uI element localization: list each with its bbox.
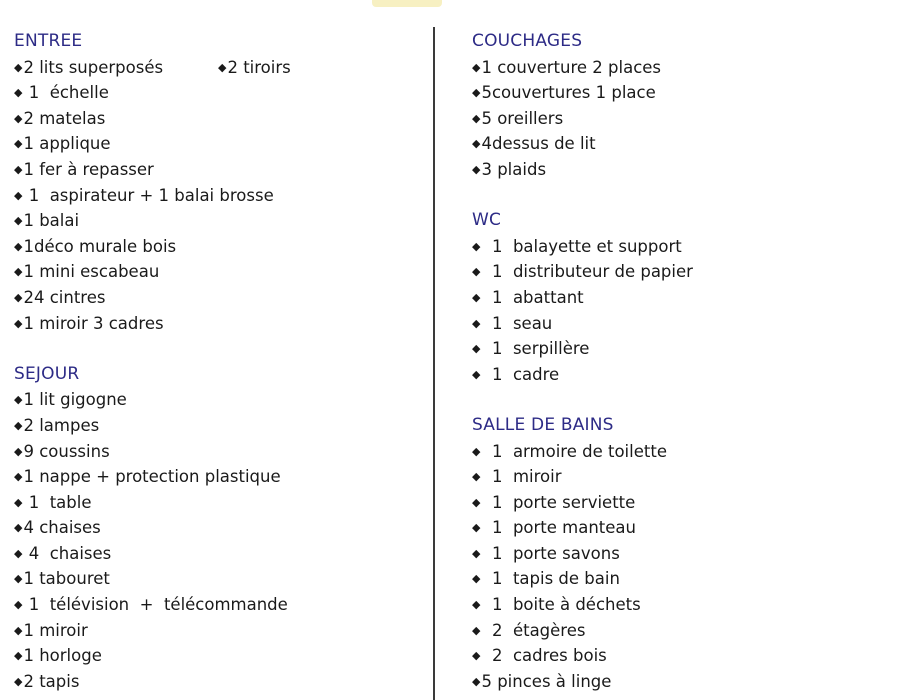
item-text: 4 chaises [23, 543, 112, 563]
list-item [14, 285, 414, 311]
list-item [472, 157, 912, 183]
item-text: 1 miroir 3 cadres [23, 313, 164, 333]
section-wc [472, 208, 912, 387]
item-text: 9 coussins [23, 441, 110, 461]
item-text: 3 plaids [481, 159, 547, 179]
item-text: 1 table [23, 492, 92, 512]
list-item [14, 566, 414, 592]
bullet-icon: ◆ [14, 649, 23, 663]
bullet-icon: ◆ [14, 86, 23, 100]
item-extra [218, 55, 291, 81]
item-text: 4dessus de lit [481, 134, 596, 154]
list-item [472, 362, 912, 388]
item-text: 2 lampes [23, 415, 100, 435]
list-item [472, 515, 912, 541]
bullet-icon: ◆ [14, 111, 23, 125]
list-item [472, 234, 912, 260]
list-item [472, 55, 912, 81]
item-text: 1 miroir [23, 620, 88, 640]
item-text: 1 lit gigogne [23, 390, 127, 410]
list-item [472, 336, 912, 362]
item-text: 1 aspirateur + 1 balai brosse [23, 185, 274, 205]
item-text: 2 étagères [481, 620, 586, 640]
bullet-icon: ◆ [14, 418, 23, 432]
list-item [472, 131, 912, 157]
bullet-icon: ◆ [14, 444, 23, 458]
list-item [14, 259, 414, 285]
item-text: 1 serpillère [481, 339, 590, 359]
bullet-icon: ◆ [472, 162, 481, 176]
item-text: 1 porte serviette [481, 492, 636, 512]
item-text: 1 applique [23, 134, 111, 154]
item-text: 1 porte savons [481, 543, 620, 563]
bullet-icon: ◆ [14, 316, 23, 330]
section-heading: SEJOUR [14, 363, 80, 384]
list-item [472, 259, 912, 285]
list-item [14, 618, 414, 644]
list-item [14, 464, 414, 490]
bullet-icon: ◆ [14, 239, 23, 253]
top-edge-mark [372, 0, 442, 7]
list-item [14, 669, 414, 695]
list-item [14, 541, 414, 567]
right-column [472, 29, 912, 694]
list-item [14, 157, 414, 183]
list-item [14, 106, 414, 132]
item-text: 1 horloge [23, 646, 102, 666]
list-item [14, 439, 414, 465]
list-item [14, 413, 414, 439]
item-text: 1 abattant [481, 287, 584, 307]
item-text: 1 nappe + protection plastique [23, 467, 281, 487]
bullet-icon: ◆ [14, 623, 23, 637]
section-heading: SALLE DE BAINS [472, 414, 614, 435]
bullet-icon: ◆ [14, 598, 23, 612]
list-item [472, 490, 912, 516]
item-text: 1 balayette et support [481, 236, 682, 256]
bullet-icon: ◆ [14, 495, 23, 509]
list-item [14, 490, 414, 516]
list-item [14, 643, 414, 669]
section-spacer [472, 183, 912, 209]
bullet-icon: ◆ [472, 265, 481, 279]
item-text: 1 boite à déchets [481, 595, 641, 615]
bullet-icon: ◆ [14, 214, 23, 228]
item-text: 24 cintres [23, 287, 106, 307]
list-item [472, 80, 912, 106]
list-item [472, 566, 912, 592]
item-text: 1 tabouret [23, 569, 110, 589]
bullet-icon: ◆ [14, 521, 23, 535]
bullet-icon: ◆ [14, 60, 23, 74]
item-text: 1 couverture 2 places [481, 57, 662, 77]
item-text: 1 télévision + télécommande [23, 595, 288, 615]
bullet-icon: ◆ [472, 674, 481, 688]
bullet-icon: ◆ [218, 60, 227, 74]
bullet-icon: ◆ [472, 239, 481, 253]
column-divider [433, 27, 435, 700]
list-item [472, 669, 912, 695]
list-item [14, 234, 414, 260]
bullet-icon: ◆ [472, 111, 481, 125]
item-text: 1 tapis de bain [481, 569, 620, 589]
item-text: 1 armoire de toilette [481, 441, 667, 461]
section-entree [14, 29, 414, 336]
bullet-icon: ◆ [14, 393, 23, 407]
list-item [14, 515, 414, 541]
bullet-icon: ◆ [472, 137, 481, 151]
item-text: 1 porte manteau [481, 518, 636, 538]
bullet-icon: ◆ [472, 623, 481, 637]
bullet-icon: ◆ [14, 188, 23, 202]
bullet-icon: ◆ [14, 162, 23, 176]
bullet-icon: ◆ [472, 342, 481, 356]
list-item [472, 643, 912, 669]
section-couchages [472, 29, 912, 183]
bullet-icon: ◆ [472, 521, 481, 535]
bullet-icon: ◆ [472, 367, 481, 381]
bullet-icon: ◆ [14, 572, 23, 586]
item-text: 1 distributeur de papier [481, 262, 693, 282]
item-text: 1 seau [481, 313, 553, 333]
bullet-icon: ◆ [472, 316, 481, 330]
section-spacer [472, 387, 912, 413]
bullet-icon: ◆ [472, 290, 481, 304]
bullet-icon: ◆ [472, 470, 481, 484]
list-item [472, 541, 912, 567]
section-salle-de-bains [472, 413, 912, 695]
item-text: 2 tapis [23, 671, 80, 691]
list-item [14, 592, 414, 618]
bullet-icon: ◆ [14, 137, 23, 151]
item-text: 2 lits superposés [23, 57, 164, 77]
section-heading: WC [472, 210, 502, 231]
bullet-icon: ◆ [472, 546, 481, 560]
item-text: 5 pinces à linge [481, 671, 612, 691]
list-item [14, 183, 414, 209]
list-item [472, 106, 912, 132]
list-item [14, 208, 414, 234]
item-text: 1déco murale bois [23, 236, 177, 256]
item-text: 1 fer à repasser [23, 159, 154, 179]
bullet-icon: ◆ [14, 674, 23, 688]
item-text: 5couvertures 1 place [481, 83, 656, 103]
bullet-icon: ◆ [14, 290, 23, 304]
list-item [472, 464, 912, 490]
bullet-icon: ◆ [472, 444, 481, 458]
list-item [14, 131, 414, 157]
list-item [472, 618, 912, 644]
list-item [472, 285, 912, 311]
list-item [14, 387, 414, 413]
item-text: 1 balai [23, 211, 80, 231]
bullet-icon: ◆ [14, 470, 23, 484]
item-text: 1 miroir [481, 467, 562, 487]
list-item [472, 592, 912, 618]
item-text: 1 mini escabeau [23, 262, 160, 282]
bullet-icon: ◆ [472, 60, 481, 74]
item-text: 2 cadres bois [481, 646, 607, 666]
list-item [14, 55, 414, 81]
item-extra-text: 2 tiroirs [227, 57, 291, 77]
bullet-icon: ◆ [472, 649, 481, 663]
bullet-icon: ◆ [472, 572, 481, 586]
bullet-icon: ◆ [472, 86, 481, 100]
section-heading: ENTREE [14, 31, 83, 51]
item-text: 1 cadre [481, 364, 560, 384]
section-heading: COUCHAGES [472, 31, 583, 51]
item-text: 4 chaises [23, 518, 101, 538]
bullet-icon: ◆ [472, 495, 481, 509]
list-item [14, 311, 414, 337]
section-spacer [14, 336, 414, 362]
item-text: 1 échelle [23, 83, 109, 103]
left-column [14, 29, 414, 694]
list-item [14, 80, 414, 106]
item-text: 5 oreillers [481, 108, 564, 128]
bullet-icon: ◆ [472, 598, 481, 612]
item-text: 2 matelas [23, 108, 106, 128]
list-item [472, 311, 912, 337]
bullet-icon: ◆ [14, 265, 23, 279]
section-sejour [14, 362, 414, 695]
bullet-icon: ◆ [14, 546, 23, 560]
list-item [472, 439, 912, 465]
